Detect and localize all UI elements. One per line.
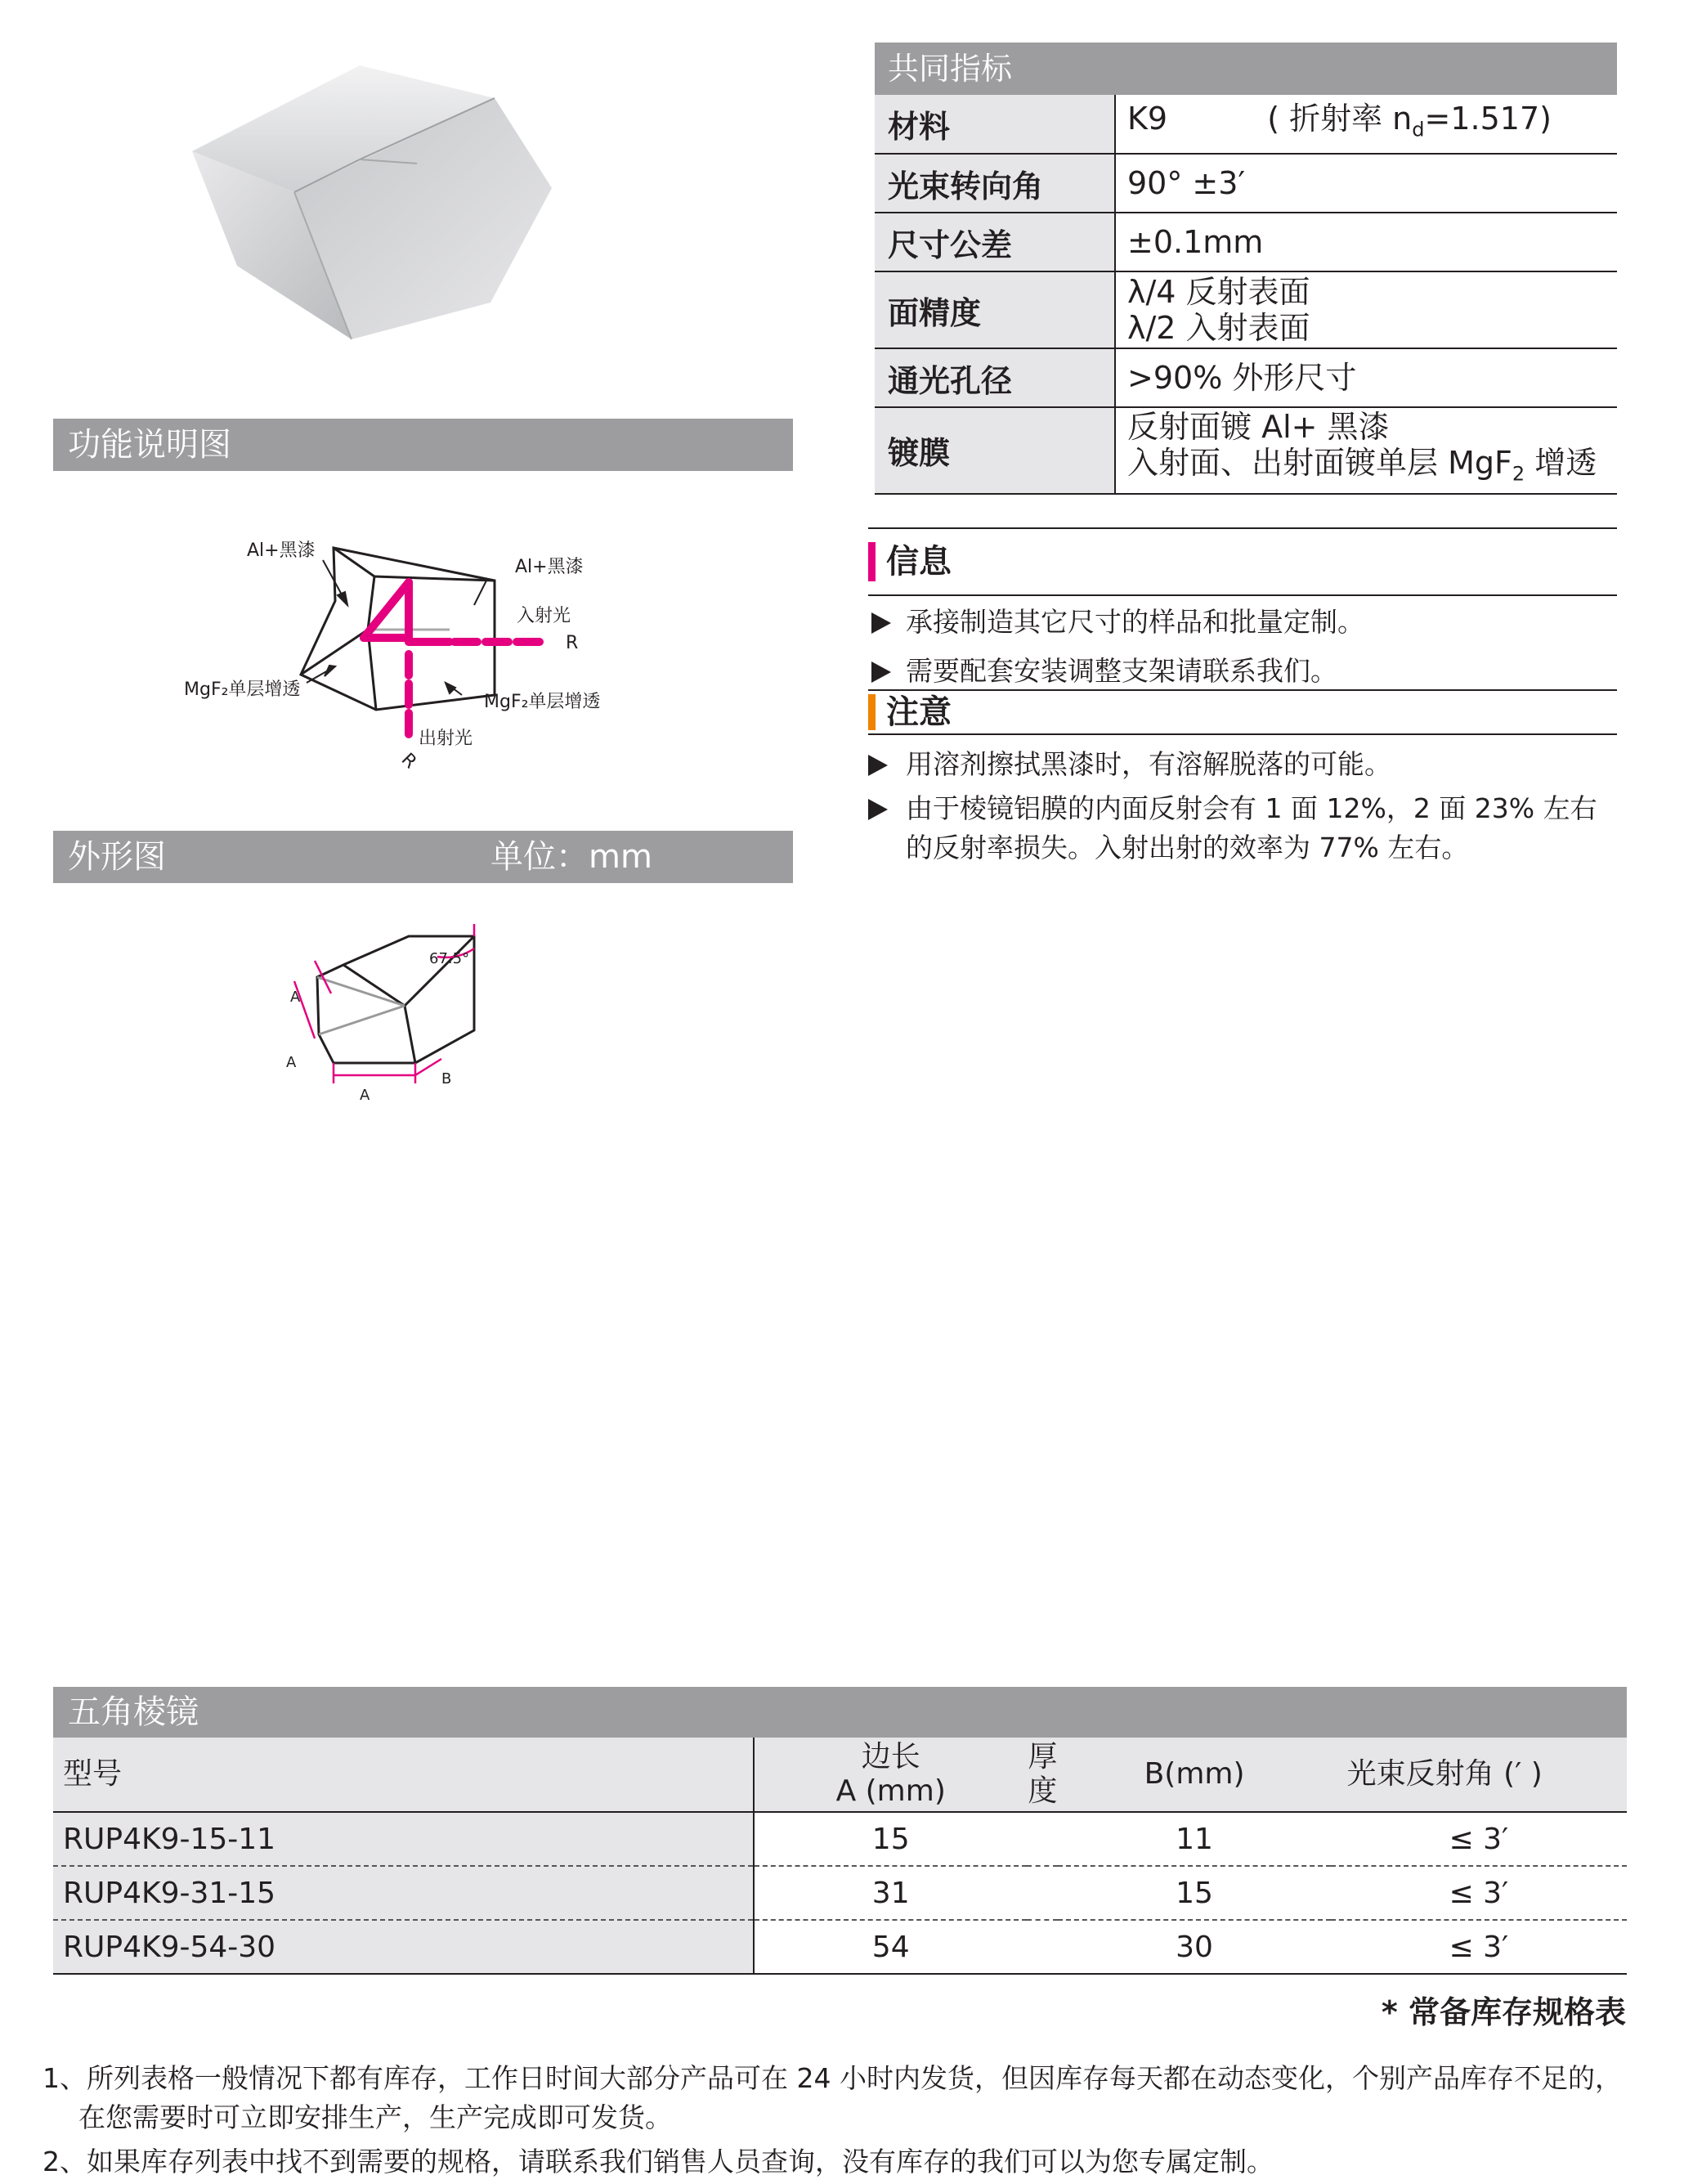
label-al-left: Al+黑漆 <box>247 540 316 561</box>
function-section-title: 功能说明图 <box>68 426 231 464</box>
prism-photo <box>188 61 638 348</box>
cell-dev: ≤ 3′ <box>1331 1866 1627 1920</box>
spec-value: λ/4 反射表面 λ/2 入射表面 <box>1115 271 1617 348</box>
angle-label: 67.5° <box>429 950 470 967</box>
spec-value: >90% 外形尺寸 <box>1115 348 1617 407</box>
cell-a: 15 <box>754 1812 1027 1866</box>
cell-dev: ≤ 3′ <box>1331 1812 1627 1866</box>
spec-key: 尺寸公差 <box>875 213 1115 271</box>
note-section <box>868 689 1617 868</box>
dim-a3: A <box>360 1087 370 1104</box>
list-item: 需要配套安装调整支架请联系我们。 <box>868 652 1617 691</box>
table-row <box>53 1866 1627 1920</box>
col-model: 型号 <box>53 1738 754 1812</box>
outline-edge <box>343 965 405 1006</box>
col-side: 边长 A (mm) <box>754 1738 1027 1812</box>
pink-marker <box>868 542 876 581</box>
dim-b: B <box>441 1070 452 1088</box>
triangle-bullet-icon <box>868 799 888 820</box>
unit-label: 单位：mm <box>490 838 652 876</box>
list-item: 承接制造其它尺寸的样品和批量定制。 <box>868 603 1617 642</box>
info-section <box>868 527 1617 691</box>
spec-value: 90° ±3′ <box>1115 154 1617 213</box>
outline-edge <box>405 936 474 1006</box>
list-item: 用溶剂擦拭黑漆时，有溶解脱落的可能。 <box>868 745 1617 784</box>
cell-b: 11 <box>1058 1812 1330 1866</box>
label-mgf-left: MgF₂单层增透 <box>184 679 301 700</box>
spec-key: 面精度 <box>875 271 1115 348</box>
cell-a: 31 <box>754 1866 1027 1920</box>
dim-a2: A <box>286 1054 297 1071</box>
cell-empty <box>1027 1920 1058 1974</box>
leader-arrow <box>474 581 486 605</box>
spec-value: K9 ( 折射率 $n_d=1.517$) <box>1115 95 1617 154</box>
outline-section-bar <box>53 831 793 883</box>
col-thickness: 厚度 <box>1027 1738 1058 1812</box>
footnote-1: 1、所列表格一般情况下都有库存，工作日时间大部分产品可在 24 小时内发货，但因库存每天都在动态变化，个别产品库存不足的， 在您需要时可立即安排生产，生产完成即可发货。 <box>43 2062 1622 2133</box>
spec-value: ±0.1mm <box>1115 213 1617 271</box>
dim-a1: A <box>290 989 301 1006</box>
spec-row-material <box>875 95 1617 154</box>
orange-marker <box>868 694 876 730</box>
spec-key: 镀膜 <box>875 407 1115 494</box>
label-mgf-right: MgF₂单层增透 <box>484 692 601 712</box>
col-deviation: 光束反射角 (′ ) <box>1331 1738 1627 1812</box>
label-exit: 出射光 <box>419 729 473 749</box>
spec-row-flatness <box>875 271 1617 348</box>
product-table-title: 五角棱镜 <box>53 1687 1627 1738</box>
spec-key: 材料 <box>875 95 1115 154</box>
function-section-bar <box>53 419 793 471</box>
list-item: 由于棱镜铝膜的内面反射会有 1 面 12%，2 面 23% 左右的反射率损失。入射出射的效率为 77% 左右。 <box>868 789 1617 868</box>
cell-model: RUP4K9-54-30 <box>53 1920 754 1974</box>
cell-b: 15 <box>1058 1866 1330 1920</box>
cell-dev: ≤ 3′ <box>1331 1920 1627 1974</box>
triangle-bullet-icon <box>871 661 891 683</box>
label-r-out: R <box>396 749 421 774</box>
spec-row-deviation <box>875 154 1617 213</box>
label-al-right: Al+黑漆 <box>515 557 584 577</box>
spec-row-aperture <box>875 348 1617 407</box>
cell-b: 30 <box>1058 1920 1330 1974</box>
spec-table <box>875 43 1617 495</box>
spec-row-coating <box>875 407 1617 494</box>
note-title: 注意 <box>886 693 952 731</box>
footnote-2: 2、如果库存列表中找不到需要的规格，请联系我们销售人员查询，没有库存的我们可以为您专属定制。 <box>43 2146 1274 2177</box>
triangle-bullet-icon <box>871 612 891 634</box>
table-header <box>53 1738 1627 1812</box>
outline-edge <box>405 1006 415 1063</box>
cell-model: RUP4K9-31-15 <box>53 1866 754 1920</box>
outline-edge <box>319 1006 405 1034</box>
spec-key: 光束转向角 <box>875 154 1115 213</box>
spec-row-tolerance <box>875 213 1617 271</box>
cell-model: RUP4K9-15-11 <box>53 1812 754 1866</box>
info-heading <box>868 527 1617 596</box>
table-row <box>53 1812 1627 1866</box>
cell-empty <box>1027 1812 1058 1866</box>
cell-empty <box>1027 1866 1058 1920</box>
label-incident: 入射光 <box>517 606 571 626</box>
stock-note: * 常备库存规格表 <box>1381 1994 1626 2030</box>
outline-diagram <box>270 924 499 1145</box>
label-r-in: R <box>566 633 579 653</box>
spec-key: 通光孔径 <box>875 348 1115 407</box>
cell-a: 54 <box>754 1920 1027 1974</box>
function-diagram <box>163 531 638 777</box>
table-row <box>53 1920 1627 1974</box>
note-heading <box>868 689 1617 735</box>
spec-value: 反射面镀 Al+ 黑漆 入射面、出射面镀单层 MgF$_2$ 增透 <box>1115 407 1617 494</box>
triangle-bullet-icon <box>868 755 888 776</box>
outline-section-title: 外形图 <box>68 838 166 876</box>
info-title: 信息 <box>886 543 952 581</box>
col-b: B(mm) <box>1058 1738 1330 1812</box>
spec-title: 共同指标 <box>875 43 1617 95</box>
product-table <box>53 1687 1627 1975</box>
